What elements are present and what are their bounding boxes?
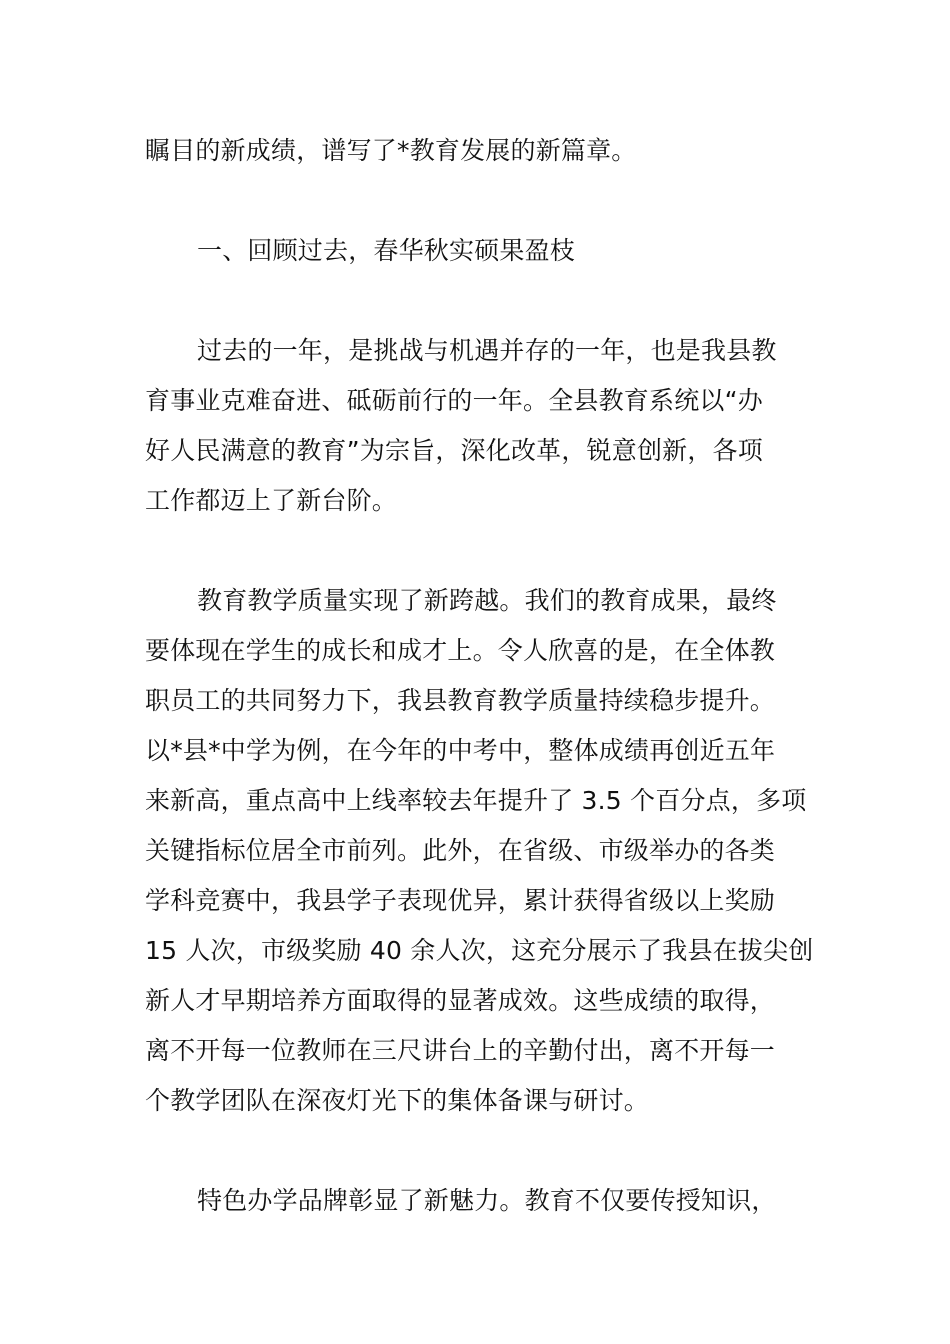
text-line: 新人才早期培养方面取得的显著成效。这些成绩的取得， bbox=[145, 986, 776, 1015]
text-line: 一、回顾过去，春华秋实硕果盈枝 bbox=[197, 236, 576, 265]
text-line: 职员工的共同努力下，我县教育教学质量持续稳步提升。 bbox=[145, 686, 776, 715]
text-line: 15 人次，市级奖励 40 余人次，这充分展示了我县在拔尖创 bbox=[145, 936, 814, 965]
text-line: 个教学团队在深夜灯光下的集体备课与研讨。 bbox=[145, 1086, 650, 1115]
text-line: 瞩目的新成绩，谱写了*教育发展的新篇章。 bbox=[145, 136, 637, 165]
paragraph-gap bbox=[145, 1126, 807, 1176]
paragraph bbox=[145, 326, 807, 526]
text-line: 工作都迈上了新台阶。 bbox=[145, 486, 398, 515]
text-line: 教育教学质量实现了新跨越。我们的教育成果，最终 bbox=[197, 586, 777, 615]
text-line: 过去的一年，是挑战与机遇并存的一年，也是我县教 bbox=[197, 336, 777, 365]
document-body bbox=[145, 126, 814, 1226]
paragraph-gap bbox=[145, 176, 807, 226]
paragraph-gap bbox=[145, 526, 807, 576]
paragraph-continuation bbox=[145, 126, 807, 176]
text-line: 以*县*中学为例，在今年的中考中，整体成绩再创近五年 bbox=[145, 736, 776, 765]
text-line: 好人民满意的教育”为宗旨，深化改革，锐意创新，各项 bbox=[145, 436, 763, 465]
paragraph bbox=[145, 1176, 807, 1226]
text-line: 育事业克难奋进、砥砺前行的一年。全县教育系统以“办 bbox=[145, 386, 763, 415]
paragraph bbox=[145, 576, 814, 1126]
section-heading bbox=[145, 226, 807, 276]
text-line: 离不开每一位教师在三尺讲台上的辛勤付出，离不开每一 bbox=[145, 1036, 776, 1065]
text-line: 来新高，重点高中上线率较去年提升了 3.5 个百分点，多项 bbox=[145, 786, 807, 815]
text-line: 关键指标位居全市前列。此外，在省级、市级举办的各类 bbox=[145, 836, 776, 865]
text-line: 学科竞赛中，我县学子表现优异，累计获得省级以上奖励 bbox=[145, 886, 776, 915]
paragraph-gap bbox=[145, 276, 807, 326]
text-line: 特色办学品牌彰显了新魅力。教育不仅要传授知识， bbox=[197, 1186, 777, 1215]
text-line: 要体现在学生的成长和成才上。令人欣喜的是，在全体教 bbox=[145, 636, 776, 665]
